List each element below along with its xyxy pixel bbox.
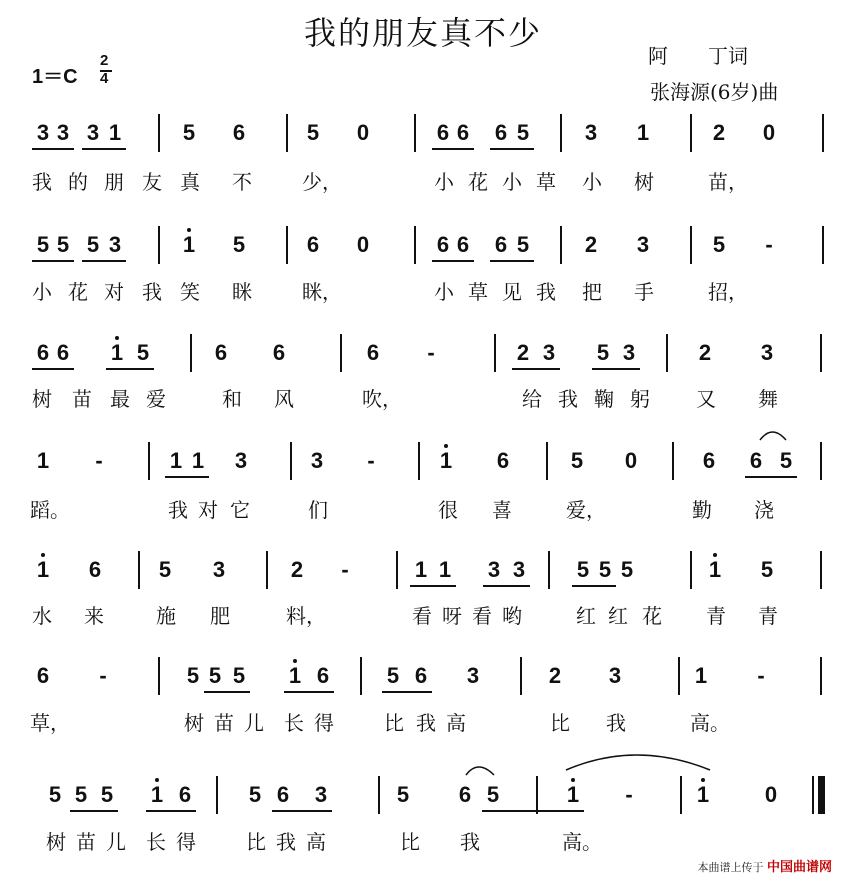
jianpu-note: - (341, 557, 349, 582)
composer-credit: 张海源(6岁)曲 (650, 80, 779, 104)
bar-line (546, 442, 548, 480)
jianpu-note: - (95, 448, 103, 473)
lyric-char: 苗 (214, 711, 234, 735)
lyric-char: 比 (400, 830, 420, 854)
jianpu-note: 6 (456, 120, 470, 145)
bar-line (340, 334, 342, 372)
lyric-char: 吹， (362, 387, 402, 411)
jianpu-note: 6 (366, 340, 380, 365)
lyric-char: 把 (582, 280, 602, 304)
jianpu-note: 3 (584, 120, 598, 145)
jianpu-note: 5 (48, 782, 62, 807)
lyric-char: 蹈。 (30, 498, 70, 522)
jianpu-note: 1 (636, 120, 650, 145)
jianpu-note: 5 (36, 232, 50, 257)
lyricist-credit: 阿 丁词 (648, 44, 748, 68)
jianpu-note: 1 (150, 782, 164, 807)
final-bar-line (820, 776, 825, 814)
eighth-note-underline (204, 691, 250, 693)
high-octave-dot (701, 778, 705, 782)
jianpu-note: 5 (86, 232, 100, 257)
eighth-note-underline (483, 585, 530, 587)
lyric-char: 我 (32, 170, 52, 194)
lyric-char: 花 (68, 280, 88, 304)
jianpu-note: 5 (182, 120, 196, 145)
lyric-char: 对 (198, 498, 218, 522)
jianpu-note: 3 (212, 557, 226, 582)
bar-line (536, 776, 538, 814)
high-octave-dot (571, 778, 575, 782)
jianpu-note: 3 (310, 448, 324, 473)
lyric-char: 来 (84, 604, 104, 628)
bar-line (520, 657, 522, 695)
eighth-note-underline (70, 810, 118, 812)
jianpu-note: 5 (186, 663, 200, 688)
bar-line (690, 226, 692, 264)
jianpu-note: 6 (178, 782, 192, 807)
jianpu-note: 3 (108, 232, 122, 257)
jianpu-note: 0 (762, 120, 776, 145)
jianpu-note: 6 (36, 663, 50, 688)
eighth-note-underline (272, 810, 332, 812)
jianpu-note: 3 (86, 120, 100, 145)
eighth-note-underline (32, 368, 74, 370)
lyric-char: 我 (606, 711, 626, 735)
jianpu-note: 1 (288, 663, 302, 688)
lyric-char: 小 (434, 280, 454, 304)
jianpu-note: 2 (516, 340, 530, 365)
eighth-note-underline (572, 585, 616, 587)
lyric-char: 肥 (210, 604, 230, 628)
bar-line (822, 226, 824, 264)
lyric-char: 施 (156, 604, 176, 628)
jianpu-note: 6 (456, 232, 470, 257)
jianpu-note: - (367, 448, 375, 473)
lyric-char: 朋 (104, 170, 124, 194)
jianpu-note: 6 (702, 448, 716, 473)
lyric-char: 眯， (302, 280, 342, 304)
jianpu-note: 5 (570, 448, 584, 473)
footer-site: 中国曲谱网 (766, 860, 832, 875)
jianpu-note: 5 (232, 663, 246, 688)
lyric-char: 呀 (442, 604, 462, 628)
lyric-char: 红 (576, 604, 596, 628)
time-signature-top: 2 (100, 52, 109, 69)
jianpu-note: 5 (516, 120, 530, 145)
bar-line (216, 776, 218, 814)
bar-line (548, 551, 550, 589)
jianpu-note: 6 (436, 232, 450, 257)
bar-line (820, 334, 822, 372)
bar-line (812, 776, 814, 814)
footer-prefix: 本曲谱上传于 (697, 861, 764, 874)
jianpu-note: 6 (436, 120, 450, 145)
eighth-note-underline (32, 148, 74, 150)
jianpu-note: 1 (566, 782, 580, 807)
jianpu-note: 5 (598, 557, 612, 582)
jianpu-note: 5 (232, 232, 246, 257)
jianpu-note: 5 (248, 782, 262, 807)
lyric-char: 鞠 (594, 387, 614, 411)
lyric-char: 我 (536, 280, 556, 304)
eighth-note-underline (146, 810, 196, 812)
jianpu-note: 1 (110, 340, 124, 365)
jianpu-note: 0 (356, 120, 370, 145)
bar-line (290, 442, 292, 480)
jianpu-note: 6 (494, 120, 508, 145)
lyric-char: 高。 (562, 830, 602, 854)
lyric-char: 和 (222, 387, 242, 411)
lyric-char: 青 (706, 604, 726, 628)
jianpu-note: 6 (458, 782, 472, 807)
eighth-note-underline (82, 260, 126, 262)
lyric-char: 我 (416, 711, 436, 735)
jianpu-note: 2 (290, 557, 304, 582)
lyric-char: 水 (32, 604, 52, 628)
jianpu-note: 2 (698, 340, 712, 365)
lyric-char: 比 (550, 711, 570, 735)
lyric-char: 给 (522, 387, 542, 411)
bar-line (560, 226, 562, 264)
jianpu-note: 0 (624, 448, 638, 473)
bar-line (414, 114, 416, 152)
jianpu-note: 3 (542, 340, 556, 365)
lyric-char: 眯 (232, 280, 252, 304)
high-octave-dot (713, 553, 717, 557)
tie-arc (566, 755, 710, 770)
lyric-char: 很 (438, 498, 458, 522)
bar-line (158, 657, 160, 695)
bar-line (138, 551, 140, 589)
lyric-char: 苗， (708, 170, 748, 194)
jianpu-note: 3 (636, 232, 650, 257)
jianpu-note: 6 (214, 340, 228, 365)
eighth-note-underline (106, 368, 154, 370)
eighth-note-underline (82, 148, 126, 150)
lyric-char: 儿 (244, 711, 264, 735)
jianpu-note: 6 (232, 120, 246, 145)
jianpu-note: 1 (696, 782, 710, 807)
jianpu-note: 6 (56, 340, 70, 365)
bar-line (678, 657, 680, 695)
lyric-char: 苗 (76, 830, 96, 854)
jianpu-note: 6 (414, 663, 428, 688)
jianpu-note: 0 (356, 232, 370, 257)
jianpu-note: 1 (439, 448, 453, 473)
lyric-char: 我 (142, 280, 162, 304)
jianpu-note: 3 (512, 557, 526, 582)
lyric-char: 对 (104, 280, 124, 304)
bar-line (494, 334, 496, 372)
lyric-char: 勤 (692, 498, 712, 522)
jianpu-note: 5 (136, 340, 150, 365)
jianpu-note: 5 (486, 782, 500, 807)
lyric-char: 比 (384, 711, 404, 735)
lyric-char: 小 (434, 170, 454, 194)
jianpu-note: 2 (584, 232, 598, 257)
lyric-char: 料， (286, 604, 326, 628)
jianpu-note: 6 (272, 340, 286, 365)
bar-line (672, 442, 674, 480)
lyric-char: 舞 (758, 387, 778, 411)
lyric-char: 见 (502, 280, 522, 304)
bar-line (418, 442, 420, 480)
eighth-note-underline (512, 368, 560, 370)
lyric-char: 躬 (630, 387, 650, 411)
lyric-char: 们 (308, 498, 328, 522)
jianpu-note: 5 (620, 557, 634, 582)
bar-line (190, 334, 192, 372)
lyric-char: 树 (32, 387, 52, 411)
jianpu-note: 6 (494, 232, 508, 257)
jianpu-note: 1 (36, 557, 50, 582)
eighth-note-underline (482, 810, 584, 812)
lyric-char: 我 (276, 830, 296, 854)
jianpu-note: - (99, 663, 107, 688)
jianpu-note: 5 (208, 663, 222, 688)
eighth-note-underline (410, 585, 456, 587)
bar-line (360, 657, 362, 695)
jianpu-note: - (427, 340, 435, 365)
bar-line (266, 551, 268, 589)
lyric-char: 爱， (566, 498, 606, 522)
jianpu-note: 1 (694, 663, 708, 688)
lyric-char: 笑 (180, 280, 200, 304)
bar-line (822, 114, 824, 152)
lyric-char: 小 (582, 170, 602, 194)
time-signature-bottom: 4 (100, 70, 109, 87)
lyric-char: 手 (634, 280, 654, 304)
lyric-char: 浇 (754, 498, 774, 522)
jianpu-note: 5 (100, 782, 114, 807)
fermata-arc (466, 767, 494, 775)
jianpu-note: 1 (438, 557, 452, 582)
lyric-char: 我 (168, 498, 188, 522)
lyric-char: 青 (758, 604, 778, 628)
jianpu-note: 1 (169, 448, 183, 473)
lyric-char: 比 (246, 830, 266, 854)
bar-line (158, 226, 160, 264)
jianpu-note: 1 (708, 557, 722, 582)
eighth-note-underline (382, 691, 432, 693)
high-octave-dot (444, 444, 448, 448)
high-octave-dot (293, 659, 297, 663)
high-octave-dot (155, 778, 159, 782)
lyric-char: 真 (180, 170, 200, 194)
eighth-note-underline (165, 476, 209, 478)
lyric-char: 哟 (502, 604, 522, 628)
lyric-char: 得 (176, 830, 196, 854)
eighth-note-underline (32, 260, 74, 262)
jianpu-note: 5 (596, 340, 610, 365)
lyric-char: 风 (274, 387, 294, 411)
lyric-char: 看 (412, 604, 432, 628)
lyric-char: 花 (468, 170, 488, 194)
jianpu-note: 3 (466, 663, 480, 688)
fermata-arc (760, 432, 786, 440)
lyric-char: 友 (142, 170, 162, 194)
lyric-char: 小 (502, 170, 522, 194)
lyric-char: 招， (708, 280, 748, 304)
bar-line (396, 551, 398, 589)
bar-line (666, 334, 668, 372)
lyric-char: 树 (634, 170, 654, 194)
jianpu-note: 3 (760, 340, 774, 365)
jianpu-note: 6 (306, 232, 320, 257)
footer-watermark (697, 856, 832, 875)
lyric-char: 草， (30, 711, 70, 735)
lyric-char: 长 (146, 830, 166, 854)
song-title: 我的朋友真不少 (303, 14, 542, 52)
jianpu-note: - (757, 663, 765, 688)
lyric-char: 不 (232, 170, 252, 194)
eighth-note-underline (745, 476, 797, 478)
lyric-char: 的 (68, 170, 88, 194)
eighth-note-underline (592, 368, 640, 370)
jianpu-note: 3 (622, 340, 636, 365)
lyric-char: 喜 (492, 498, 512, 522)
bar-line (286, 114, 288, 152)
lyric-char: 我 (558, 387, 578, 411)
lyric-char: 苗 (72, 387, 92, 411)
jianpu-note: 3 (314, 782, 328, 807)
jianpu-note: 5 (760, 557, 774, 582)
lyric-char: 最 (110, 387, 130, 411)
bar-line (414, 226, 416, 264)
jianpu-note: 2 (548, 663, 562, 688)
lyric-char: 高 (446, 711, 466, 735)
bar-line (820, 442, 822, 480)
bar-line (148, 442, 150, 480)
jianpu-note: 5 (712, 232, 726, 257)
jianpu-note: 6 (749, 448, 763, 473)
jianpu-note: 3 (234, 448, 248, 473)
lyric-char: 花 (642, 604, 662, 628)
jianpu-note: 2 (712, 120, 726, 145)
eighth-note-underline (490, 148, 534, 150)
bar-line (690, 551, 692, 589)
jianpu-note: 6 (316, 663, 330, 688)
bar-line (820, 551, 822, 589)
bar-line (820, 657, 822, 695)
jianpu-note: 1 (414, 557, 428, 582)
eighth-note-underline (432, 148, 474, 150)
jianpu-note: - (625, 782, 633, 807)
eighth-note-underline (432, 260, 474, 262)
jianpu-note: 5 (779, 448, 793, 473)
jianpu-note: 5 (306, 120, 320, 145)
lyric-char: 它 (230, 498, 250, 522)
jianpu-note: 5 (386, 663, 400, 688)
lyric-char: 少， (302, 170, 342, 194)
bar-line (158, 114, 160, 152)
lyric-char: 儿 (106, 830, 126, 854)
jianpu-note: 1 (108, 120, 122, 145)
jianpu-note: 5 (74, 782, 88, 807)
jianpu-note: 5 (576, 557, 590, 582)
high-octave-dot (187, 228, 191, 232)
jianpu-note: 0 (764, 782, 778, 807)
lyric-char: 长 (284, 711, 304, 735)
lyric-char: 树 (46, 830, 66, 854)
lyric-char: 高。 (690, 711, 730, 735)
jianpu-note: 5 (516, 232, 530, 257)
lyric-char: 树 (184, 711, 204, 735)
lyric-char: 高 (306, 830, 326, 854)
jianpu-note: 3 (56, 120, 70, 145)
jianpu-note: 6 (496, 448, 510, 473)
high-octave-dot (115, 336, 119, 340)
jianpu-note: 5 (56, 232, 70, 257)
eighth-note-underline (284, 691, 334, 693)
jianpu-note: 1 (182, 232, 196, 257)
lyric-char: 爱 (146, 387, 166, 411)
lyric-char: 又 (696, 387, 716, 411)
bar-line (690, 114, 692, 152)
jianpu-note: 6 (36, 340, 50, 365)
jianpu-note: 6 (88, 557, 102, 582)
lyric-char: 草 (468, 280, 488, 304)
lyric-char: 草 (536, 170, 556, 194)
lyric-char: 红 (608, 604, 628, 628)
lyric-char: 小 (32, 280, 52, 304)
bar-line (680, 776, 682, 814)
bar-line (378, 776, 380, 814)
eighth-note-underline (490, 260, 534, 262)
jianpu-note: 6 (276, 782, 290, 807)
jianpu-note: 1 (191, 448, 205, 473)
lyric-char: 看 (472, 604, 492, 628)
lyric-char: 得 (314, 711, 334, 735)
jianpu-note: 5 (396, 782, 410, 807)
jianpu-note: 3 (36, 120, 50, 145)
key-signature: 1＝C (32, 66, 78, 88)
high-octave-dot (41, 553, 45, 557)
lyric-char: 我 (460, 830, 480, 854)
jianpu-note: 5 (158, 557, 172, 582)
jianpu-note: 3 (608, 663, 622, 688)
bar-line (286, 226, 288, 264)
bar-line (560, 114, 562, 152)
jianpu-note: - (765, 232, 773, 257)
jianpu-note: 1 (36, 448, 50, 473)
jianpu-note: 3 (487, 557, 501, 582)
